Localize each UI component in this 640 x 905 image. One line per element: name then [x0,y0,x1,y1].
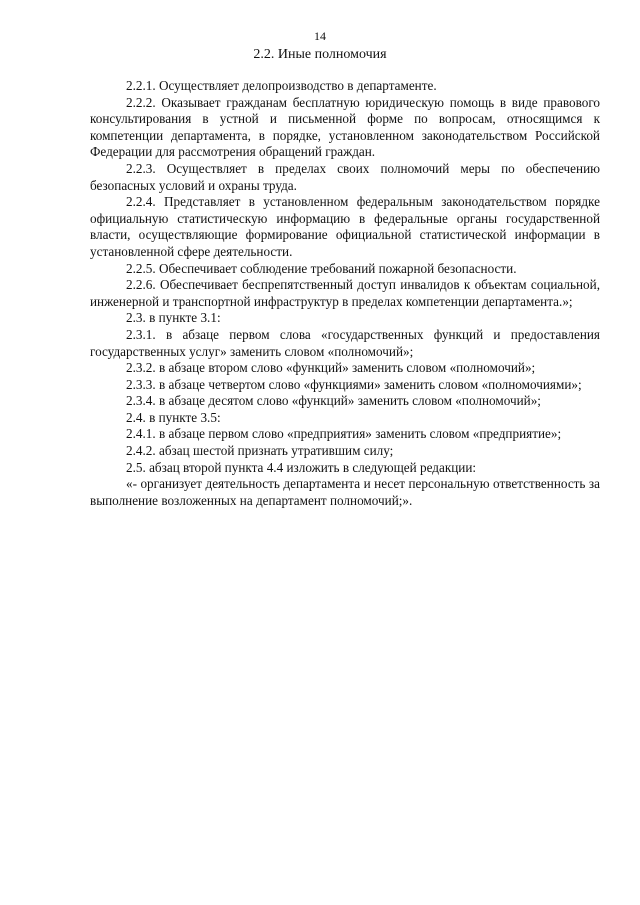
paragraph: 2.5. абзац второй пункта 4.4 изложить в следующей редакции: [126,459,477,475]
paragraph: 2.2.4. Представляет в установленном федеральным законодательством порядке официальную статистическую информацию в федеральные органы государственной власти, осуществляющие формирование официальной статистической информации в установленной сфере деятельности. [90,194,600,259]
paragraph: «- организует деятельность департамента и несет персональную ответственность за выполнение возложенных на департамент полномочий;». [90,476,600,508]
paragraph: 2.4.1. в абзаце первом слово «предприятия» заменить словом «предприятие»; [126,426,562,442]
paragraph: 2.2.2. Оказывает гражданам бесплатную юридическую помощь в виде правового консультирования в устной и письменной форме по вопросам, относящимся к компетенции департамента, в порядке, установленном законодательством Российской Федерации для рассмотрения обращений граждан. [90,94,600,160]
page-number: 14 [314,29,326,43]
paragraph: 2.3.4. в абзаце десятом слово «функций» заменить словом «полномочий»; [126,393,541,409]
paragraph: 2.4.2. абзац шестой признать утратившим силу; [126,443,394,459]
paragraph: 2.4. в пункте 3.5: [126,409,221,425]
paragraph: 2.2.5. Обеспечивает соблюдение требований пожарной безопасности. [126,260,517,276]
paragraph: 2.2.1. Осуществляет делопроизводство в департаменте. [126,78,437,93]
paragraph: 2.2.6. Обеспечивает беспрепятственный доступ инвалидов к объектам социальной, инженерной и транспортной инфраструктур в пределах компетенции департамента.»; [90,277,600,309]
paragraph: 2.3.3. в абзаце четвертом слово «функциями» заменить словом «полномочиями»; [126,376,582,392]
section-title: 2.2. Иные полномочия [253,47,387,62]
paragraph: 2.3.2. в абзаце втором слово «функций» заменить словом «полномочий»; [126,360,536,376]
paragraph: 2.2.3. Осуществляет в пределах своих полномочий меры по обеспечению безопасных условий и охраны труда. [90,160,600,193]
document-body [90,78,600,509]
paragraph: 2.3.1. в абзаце первом слова «государственных функций и предоставления государственных услуг» заменить словом «полномочий»; [90,326,600,359]
paragraph: 2.3. в пункте 3.1: [126,310,221,326]
